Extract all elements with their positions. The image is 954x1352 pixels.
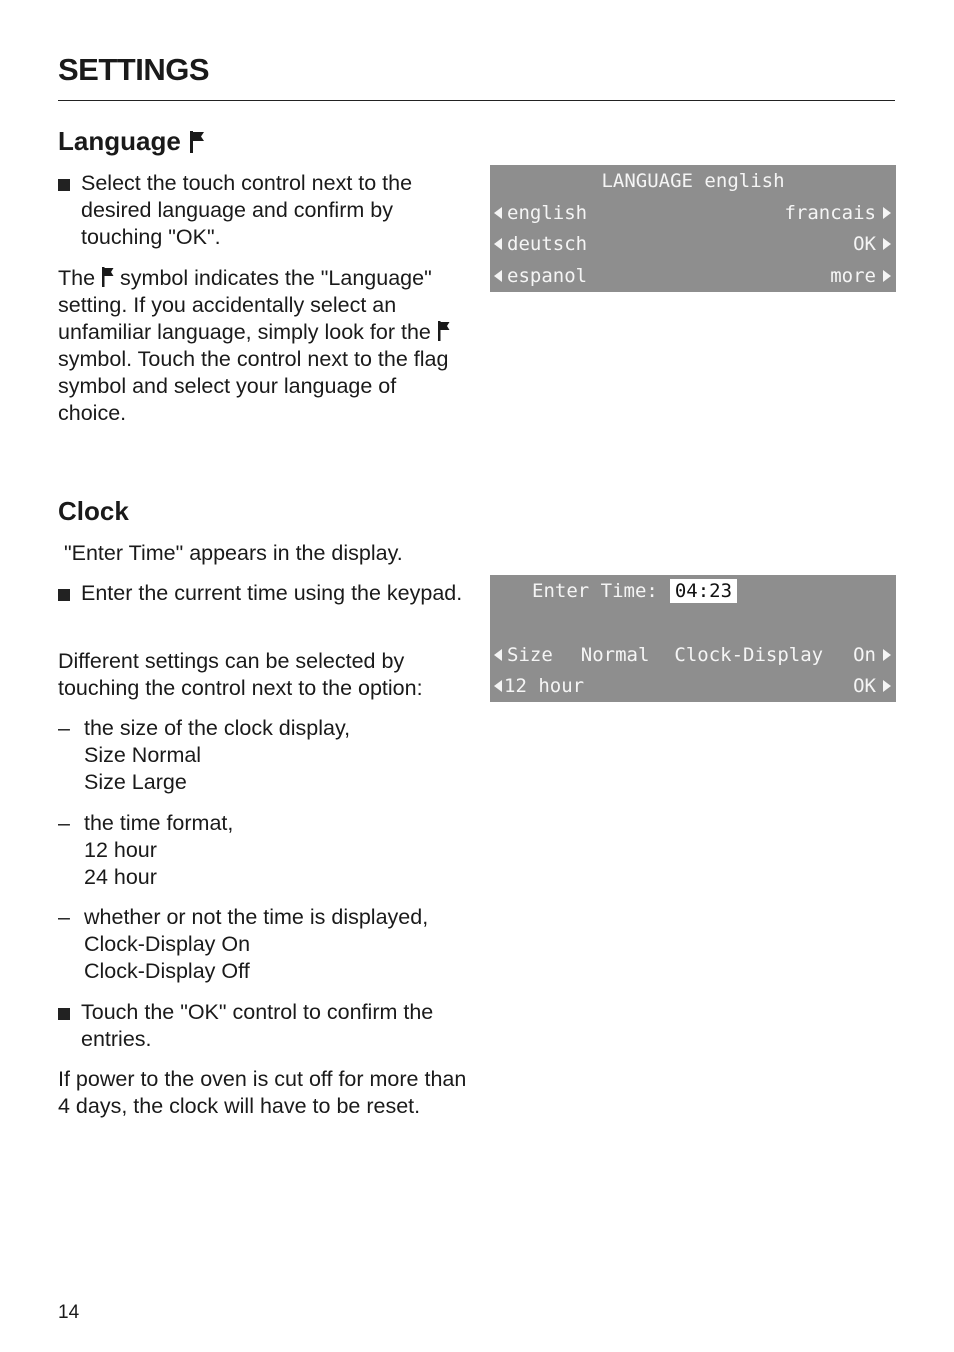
option-line: Size Normal: [84, 743, 202, 767]
arrow-left-icon: [494, 649, 502, 661]
clock-intro: "Enter Time" appears in the display.: [64, 541, 403, 565]
flag-icon: [101, 267, 114, 287]
clock-heading: Clock: [58, 496, 129, 526]
language-ok-button[interactable]: OK: [853, 229, 891, 259]
language-option-deutsch[interactable]: deutsch: [494, 229, 587, 259]
language-paragraph: [58, 265, 468, 427]
dash-marker: –: [58, 905, 70, 929]
option-line: Size Large: [84, 770, 187, 794]
clock-display-option[interactable]: [674, 640, 891, 670]
title-divider: [58, 100, 895, 101]
clock-display: [490, 575, 896, 702]
arrow-right-icon: [883, 680, 891, 692]
option-line: Clock-Display On: [84, 932, 251, 956]
clock-paragraph-power: If power to the oven is cut off for more than 4 days, the clock will have to be reset.: [58, 1067, 467, 1118]
option-line: whether or not the time is displayed,: [84, 905, 429, 929]
arrow-left-icon: [494, 680, 502, 692]
time-value[interactable]: 04:23: [670, 579, 737, 603]
page-number: 14: [58, 1302, 80, 1323]
size-value: Normal: [580, 644, 650, 666]
language-option-english[interactable]: english: [494, 198, 587, 228]
clock-display-label: Clock-Display: [674, 644, 824, 666]
language-display-title: LANGUAGE english: [601, 170, 785, 192]
language-option-francais[interactable]: francais: [784, 198, 891, 228]
option-line: Clock-Display Off: [84, 959, 250, 983]
flag-icon: [189, 130, 205, 154]
enter-time-label: Enter Time:: [532, 580, 658, 602]
page-title: SETTINGS: [58, 52, 210, 87]
flag-icon: [437, 321, 450, 341]
arrow-right-icon: [883, 270, 891, 282]
bullet-square-icon: [58, 179, 70, 191]
language-heading: [58, 126, 205, 157]
language-more-button[interactable]: more: [830, 261, 891, 291]
language-bullet-text: Select the touch control next to the desired language and confirm by touching "OK".: [81, 171, 413, 249]
size-option[interactable]: [494, 640, 649, 670]
clock-paragraph-options: Different settings can be selected by touching the control next to the option:: [58, 649, 423, 700]
clock-display-value: On: [853, 644, 876, 666]
time-format-option[interactable]: [494, 671, 584, 701]
dash-marker: –: [58, 811, 70, 835]
language-display: [490, 165, 896, 292]
option-line: 12 hour: [84, 838, 157, 862]
dash-marker: –: [58, 716, 70, 740]
clock-ok-button[interactable]: OK: [853, 671, 891, 701]
enter-time-row: [532, 576, 896, 606]
arrow-right-icon: [883, 238, 891, 250]
option-line: the time format,: [84, 811, 234, 835]
option-line: 24 hour: [84, 865, 157, 889]
language-paragraph-part3: symbol. Touch the control next to the flag symbol and select your language of choice.: [58, 347, 449, 425]
language-heading-text: Language: [58, 126, 181, 156]
bullet-square-icon: [58, 1008, 70, 1020]
arrow-right-icon: [883, 207, 891, 219]
arrow-left-icon: [494, 238, 502, 250]
arrow-right-icon: [883, 649, 891, 661]
arrow-left-icon: [494, 270, 502, 282]
size-label: Size: [507, 644, 553, 666]
time-format-label: 12 hour: [504, 675, 585, 697]
language-paragraph-part1: The: [58, 266, 96, 290]
bullet-square-icon: [58, 589, 70, 601]
option-line: the size of the clock display,: [84, 716, 351, 740]
language-paragraph-part2: symbol indicates the "Language" setting. If you accidentally select an unfamiliar language, simply look for the: [58, 266, 432, 344]
arrow-left-icon: [494, 207, 502, 219]
language-option-espanol[interactable]: espanol: [494, 261, 587, 291]
